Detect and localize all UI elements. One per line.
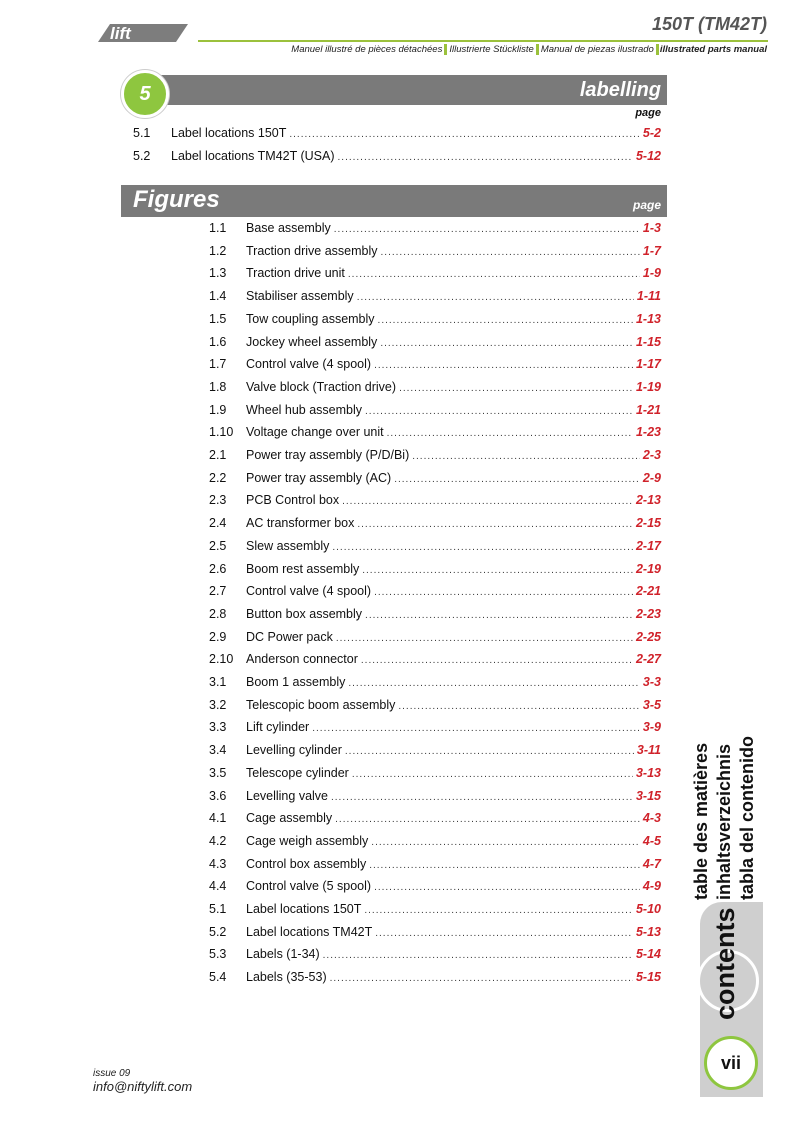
toc-row[interactable] [209, 743, 661, 761]
toc-leader-dots [330, 973, 633, 984]
toc-row[interactable] [209, 266, 661, 284]
toc-page-number: 5-2 [642, 126, 661, 140]
section-number-badge: 5 [121, 70, 169, 118]
figures-title: Figures [133, 186, 220, 213]
toc-page-number: 5-14 [635, 947, 661, 962]
toc-page-number: 2-19 [635, 561, 661, 576]
toc-row[interactable] [209, 811, 661, 829]
toc-row[interactable] [209, 357, 661, 375]
toc-page-number: 1-3 [642, 221, 661, 235]
subtitle-separator [656, 44, 659, 55]
issue-label: issue 09 [93, 1068, 131, 1079]
toc-number: 2.4 [209, 516, 227, 531]
toc-number: 2.9 [209, 629, 227, 644]
toc-leader-dots [342, 496, 633, 507]
toc-leader-dots [374, 360, 633, 371]
toc-number: 2.2 [209, 470, 227, 485]
toc-number: 3.1 [209, 675, 227, 689]
toc-title: Lift cylinder [246, 720, 310, 735]
toc-title: Telescope cylinder [246, 765, 349, 780]
toc-leader-dots [289, 129, 640, 140]
toc-row[interactable] [209, 335, 661, 353]
toc-leader-dots [365, 406, 633, 417]
toc-number: 3.5 [209, 765, 227, 780]
toc-row[interactable] [209, 879, 661, 897]
toc-title: Traction drive assembly [246, 243, 378, 258]
toc-row[interactable] [209, 244, 661, 262]
toc-page-number: 1-15 [635, 334, 661, 349]
subtitle-en: illustrated parts manual [659, 44, 767, 56]
toc-number: 2.3 [209, 493, 227, 508]
toc-title: Telescopic boom assembly [246, 697, 396, 712]
toc-row[interactable] [209, 698, 661, 716]
toc-leader-dots [332, 542, 633, 553]
toc-leader-dots [374, 587, 633, 598]
toc-leader-dots [357, 519, 633, 530]
header-subtitles [290, 44, 767, 55]
toc-title: Valve block (Traction drive) [246, 379, 397, 394]
toc-title: Levelling cylinder [246, 743, 342, 758]
toc-leader-dots [364, 905, 633, 916]
section-title: labelling [579, 79, 661, 101]
toc-row[interactable] [209, 675, 661, 693]
model-title: 150T (TM42T) [651, 14, 767, 34]
toc-page-number: 5-13 [635, 924, 661, 939]
toc-page-number: 1-11 [636, 289, 661, 304]
toc-row[interactable] [209, 493, 661, 511]
toc-title: Label locations TM42T [246, 924, 373, 939]
toc-number: 3.3 [209, 720, 227, 735]
subtitle-es: Manual de piezas ilustrado [540, 44, 654, 56]
toc-title: Power tray assembly (P/D/Bi) [246, 448, 410, 462]
toc-page-number: 4-3 [642, 811, 661, 826]
toc-number: 5.1 [133, 126, 151, 140]
toc-title: Cage weigh assembly [246, 833, 369, 848]
toc-row[interactable] [209, 539, 661, 557]
toc-title: Control valve (4 spool) [246, 584, 372, 599]
toc-page-number: 2-3 [642, 448, 661, 462]
footer [93, 1068, 192, 1094]
subtitle-separator [536, 44, 539, 55]
side-languages [690, 736, 759, 900]
toc-leader-dots [375, 928, 633, 939]
toc-row[interactable] [209, 720, 661, 738]
toc-page-number: 3-13 [635, 765, 661, 780]
toc-title: DC Power pack [246, 629, 333, 644]
toc-row[interactable] [209, 380, 661, 398]
toc-leader-dots [331, 792, 633, 803]
toc-row[interactable] [133, 126, 661, 144]
toc-page-number: 2-9 [642, 470, 661, 485]
toc-title: Boom rest assembly [246, 561, 360, 576]
toc-row[interactable] [209, 403, 661, 421]
toc-leader-dots [336, 633, 633, 644]
toc-title: Control box assembly [246, 856, 367, 871]
toc-leader-dots [412, 451, 640, 462]
toc-page-number: 1-21 [635, 402, 661, 417]
toc-title: Button box assembly [246, 606, 363, 621]
toc-page-number: 2-17 [635, 538, 661, 553]
toc-number: 2.6 [209, 561, 227, 576]
toc-leader-dots [348, 678, 640, 689]
toc-title: Boom 1 assembly [246, 675, 346, 689]
toc-page-number: 3-15 [635, 788, 661, 803]
toc-leader-dots [374, 882, 640, 893]
toc-row[interactable] [209, 448, 661, 466]
toc-number: 5.4 [209, 970, 227, 985]
toc-row[interactable] [209, 607, 661, 625]
toc-page-number: 3-5 [642, 697, 661, 712]
toc-row[interactable] [133, 149, 661, 167]
toc-leader-dots [323, 950, 633, 961]
footer-email: info@niftylift.com [93, 1079, 193, 1094]
toc-title: Slew assembly [246, 538, 330, 553]
toc-number: 5.1 [209, 902, 227, 916]
logo-text: lift [110, 24, 131, 43]
toc-title: Cage assembly [246, 811, 333, 826]
toc-number: 2.5 [209, 538, 227, 553]
toc-title: Jockey wheel assembly [246, 334, 378, 349]
toc-number: 5.3 [209, 947, 227, 962]
toc-leader-dots [387, 428, 633, 439]
toc-title: Label locations 150T [171, 126, 287, 140]
toc-row[interactable] [209, 925, 661, 943]
toc-title: Wheel hub assembly [246, 402, 363, 417]
toc-number: 3.4 [209, 743, 227, 758]
toc-leader-dots [361, 655, 633, 666]
toc-page-number: 3-3 [642, 675, 661, 689]
toc-title: Power tray assembly (AC) [246, 470, 392, 485]
contents-word: contents [710, 907, 740, 1020]
toc-number: 4.2 [209, 833, 227, 848]
toc-number: 5.2 [133, 149, 151, 163]
toc-page-number: 1-9 [642, 266, 661, 281]
toc-number: 3.2 [209, 697, 227, 712]
section-page-label: page [635, 107, 661, 119]
toc-leader-dots [312, 723, 640, 734]
lift-logo [96, 22, 196, 44]
toc-leader-dots [335, 814, 640, 825]
toc-leader-dots [365, 610, 633, 621]
toc-number: 1.1 [209, 221, 227, 235]
toc-leader-dots [371, 837, 640, 848]
toc-page-number: 5-10 [635, 902, 661, 916]
toc-leader-dots [345, 746, 634, 757]
toc-page-number: 1-19 [635, 379, 661, 394]
toc-leader-dots [334, 224, 640, 235]
toc-leader-dots [362, 565, 633, 576]
toc-title: Labels (35-53) [246, 970, 327, 985]
toc-number: 1.3 [209, 266, 227, 281]
toc-row[interactable] [209, 425, 661, 443]
toc-title: Stabiliser assembly [246, 289, 354, 304]
toc-page-number: 2-27 [635, 652, 661, 667]
toc-page-number: 1-17 [635, 357, 661, 372]
page-number: vii [704, 1036, 758, 1090]
toc-title: Anderson connector [246, 652, 358, 667]
header-rule [198, 40, 768, 42]
toc-leader-dots [352, 769, 633, 780]
toc-row[interactable] [209, 516, 661, 534]
toc-page-number: 1-7 [642, 243, 661, 258]
toc-page-number: 5-12 [635, 149, 661, 163]
toc-title: AC transformer box [246, 516, 355, 531]
toc-number: 1.9 [209, 402, 227, 417]
toc-title: Tow coupling assembly [246, 311, 375, 326]
toc-leader-dots [399, 383, 633, 394]
toc-number: 1.8 [209, 379, 227, 394]
toc-number: 1.10 [209, 425, 234, 440]
toc-page-number: 4-7 [642, 856, 661, 871]
toc-title: Label locations TM42T (USA) [171, 149, 335, 163]
toc-leader-dots [357, 292, 634, 303]
toc-leader-dots [378, 315, 633, 326]
toc-page-number: 4-9 [642, 879, 661, 894]
toc-number: 2.8 [209, 606, 227, 621]
toc-page-number: 2-13 [635, 493, 661, 508]
toc-title: Levelling valve [246, 788, 328, 803]
toc-number: 1.7 [209, 357, 227, 372]
toc-page-number: 2-25 [635, 629, 661, 644]
toc-row[interactable] [209, 630, 661, 648]
toc-page-number: 3-9 [642, 720, 661, 735]
side-line-de: inhaltsverzeichnis [714, 743, 734, 900]
toc-leader-dots [381, 247, 640, 258]
toc-title: Control valve (4 spool) [246, 357, 372, 372]
toc-page-number: 1-13 [635, 311, 661, 326]
toc-row[interactable] [209, 902, 661, 920]
toc-number: 2.1 [209, 448, 227, 462]
toc-page-number: 3-11 [636, 743, 661, 758]
toc-number: 2.7 [209, 584, 227, 599]
subtitle-separator [444, 44, 447, 55]
toc-title: Base assembly [246, 221, 331, 235]
toc-number: 4.3 [209, 856, 227, 871]
toc-title: PCB Control box [246, 493, 340, 508]
toc-row[interactable] [209, 652, 661, 670]
figures-page-label: page [632, 198, 661, 212]
side-line-es: tabla del contenido [737, 735, 757, 900]
toc-title: Labels (1-34) [246, 947, 320, 962]
toc-leader-dots [338, 152, 633, 163]
toc-row[interactable] [209, 562, 661, 580]
toc-page-number: 5-15 [635, 970, 661, 985]
toc-number: 4.1 [209, 811, 227, 826]
toc-leader-dots [380, 338, 633, 349]
toc-row[interactable] [209, 584, 661, 602]
toc-number: 5.2 [209, 924, 227, 939]
subtitle-fr: Manuel illustré de pièces détachées [291, 44, 443, 56]
toc-row[interactable] [209, 312, 661, 330]
toc-row[interactable] [209, 766, 661, 784]
toc-page-number: 2-23 [635, 606, 661, 621]
toc-number: 4.4 [209, 879, 227, 894]
toc-leader-dots [348, 269, 640, 280]
toc-number: 1.4 [209, 289, 227, 304]
toc-title: Control valve (5 spool) [246, 879, 372, 894]
toc-leader-dots [369, 860, 640, 871]
toc-page-number: 2-21 [635, 584, 661, 599]
toc-page-number: 1-23 [635, 425, 661, 440]
toc-title: Voltage change over unit [246, 425, 384, 440]
toc-page-number: 2-15 [635, 516, 661, 531]
toc-title: Label locations 150T [246, 902, 362, 916]
toc-row[interactable] [209, 289, 661, 307]
toc-title: Traction drive unit [246, 266, 345, 281]
toc-number: 1.2 [209, 243, 227, 258]
toc-row[interactable] [209, 947, 661, 965]
toc-row[interactable] [209, 970, 661, 988]
toc-number: 1.5 [209, 311, 227, 326]
toc-number: 2.10 [209, 652, 234, 667]
toc-number: 1.6 [209, 334, 227, 349]
toc-number: 3.6 [209, 788, 227, 803]
toc-row[interactable] [209, 857, 661, 875]
toc-row[interactable] [209, 221, 661, 239]
side-line-fr: table des matières [691, 742, 711, 900]
toc-row[interactable] [209, 471, 661, 489]
toc-leader-dots [394, 474, 640, 485]
toc-leader-dots [398, 701, 640, 712]
toc-page-number: 4-5 [642, 833, 661, 848]
toc-row[interactable] [209, 789, 661, 807]
subtitle-de: Illustrierte Stückliste [449, 44, 534, 56]
toc-row[interactable] [209, 834, 661, 852]
